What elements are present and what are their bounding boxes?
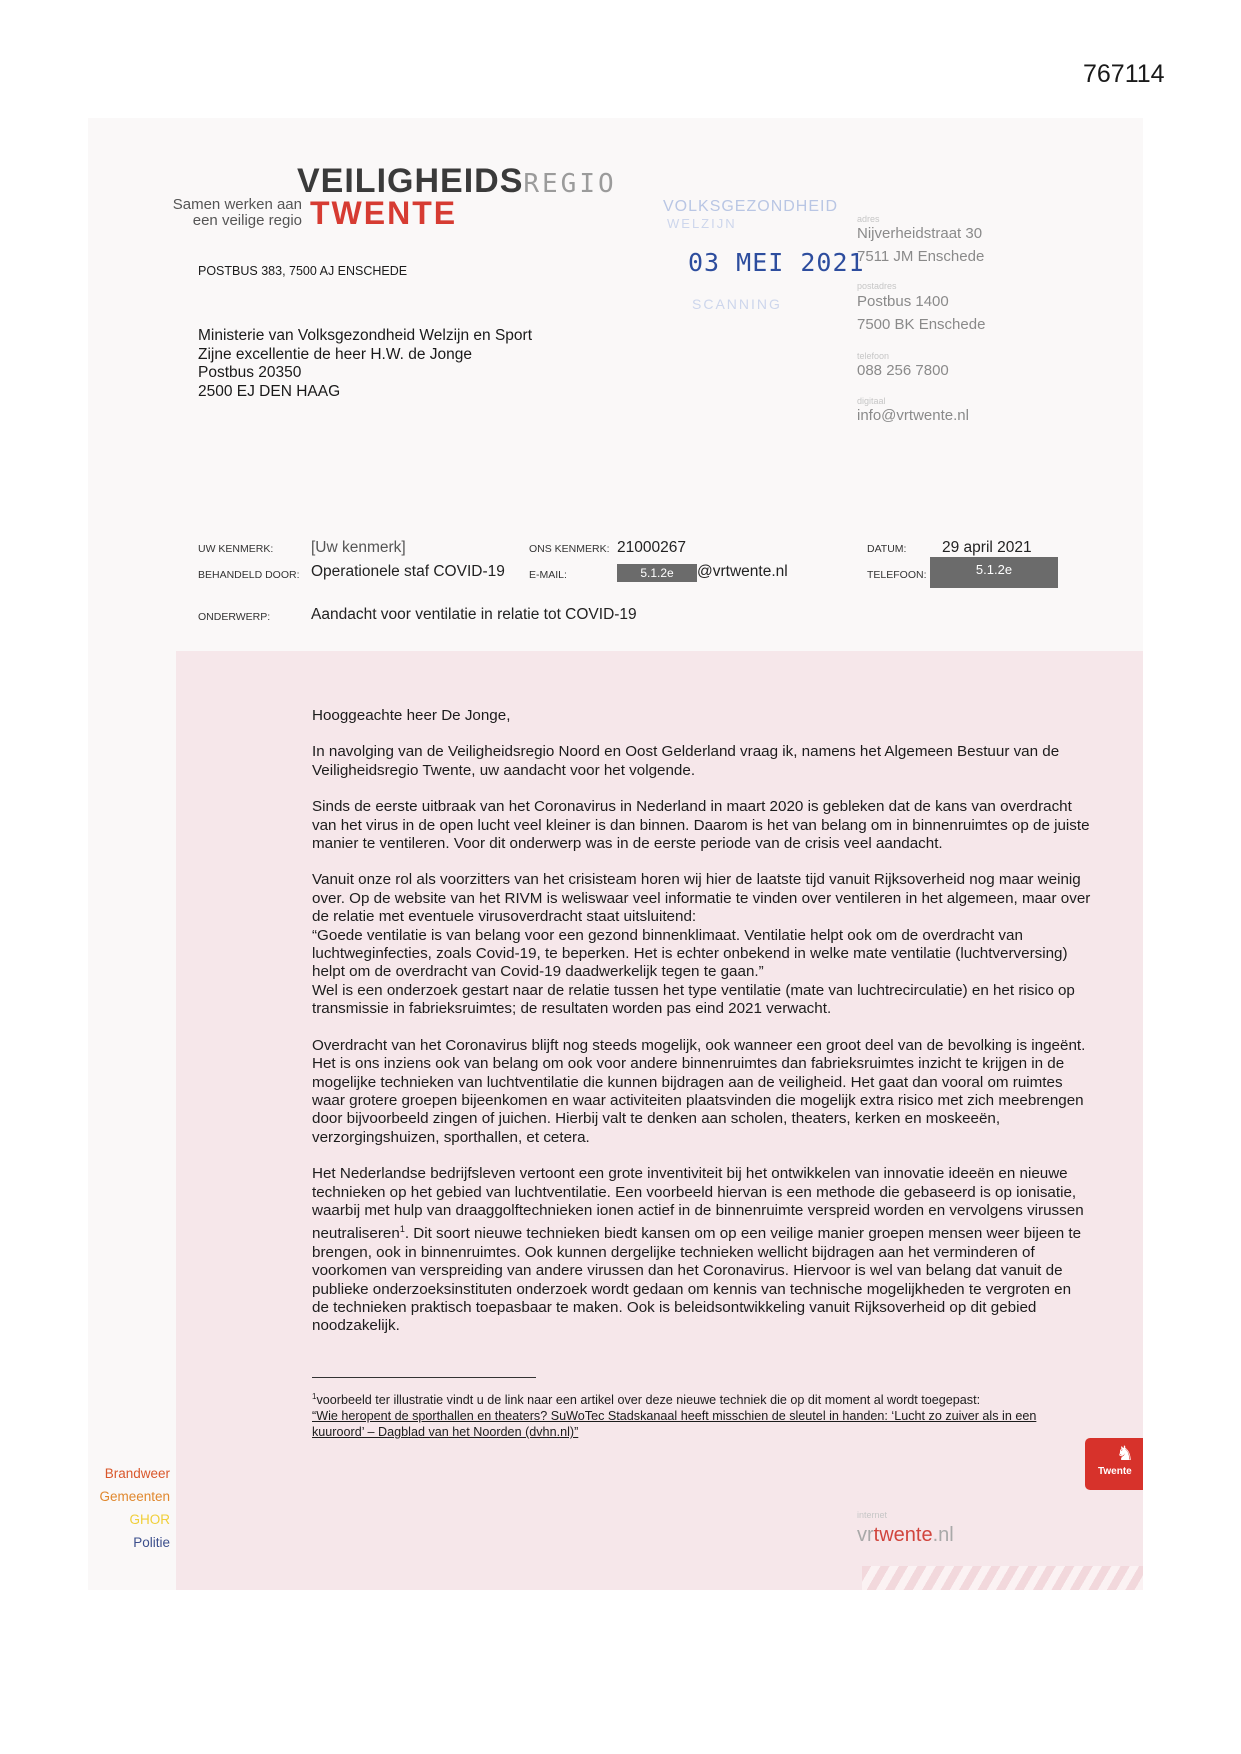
footnote [312,1389,1092,1440]
adres-line-2: 7511 JM Enschede [857,248,985,265]
partner-ghor: GHOR [129,1512,170,1527]
email-redaction: 5.1.2e [617,564,697,582]
paragraph-4: Overdracht van het Coronavirus blijft nog steeds mogelijk, ook wanneer een groot deel van de bevolking is ingeënt. Het is ons inziens ook van belang om ook voor andere binnenruimtes dan fabrieksruimtes inzicht te krijgen in de mogelijke technieken van luchtventilatie die kunnen bijdragen aan de veiligheid. Het gaat dan vooral om ruimtes waar grotere groepen bijeenkomen en waar activiteiten plaatsvinden die mogelijk extra risico met zich meebrengen door bijvoorbeeld zingen of juichen. Hierbij valt te denken aan scholen, theaters, kerken en moskeeën, verzorgingshuizen, sporthallen, et cetera. [312,1036,1086,1146]
addressee-line-4: 2500 EJ DEN HAAG [198,382,341,400]
paragraph-3: Vanuit onze rol als voorzitters van het crisisteam horen wij hier de laatste tijd vanuit Rijksoverheid nog maar weinig over. Op de website van het RIVM is weliswaar veel informatie te vinden over ventileren in het algemeen, maar over de relatie met eventuele virusoverdracht staat uitsluitend: [312,871,1091,926]
sender-postbus: POSTBUS 383, 7500 AJ ENSCHEDE [198,264,408,278]
footnote-marker: 1 [312,1392,317,1401]
ons-kenmerk-value: 21000267 [617,539,686,556]
document-number: 767114 [1083,60,1165,88]
email-label: E-MAIL: [529,569,567,581]
site-part-vr: vr [857,1524,874,1546]
adres-line-1: Nijverheidstraat 30 [857,225,983,242]
adres-label: adres [857,214,880,224]
paragraph-5-part-b: . Dit soort nieuwe technieken biedt kansen om op een veilige manier groepen mensen weer bijeen te brengen, ook in binnenruimtes. Ook kunnen dergelijke technieken wellicht bijdragen aan het verminderen of voorkomen van verspreiding van andere virussen dan het Coronavirus. Hiervoor is wel van belang dat vanuit de publieke onderzoeksinstituten onderzoek wordt gedaan om kennis van technische mogelijkheden te vergroten en de technieken praktisch toepasbaar te maken. Ook is beleidsontwikkeling vanuit Rijksoverheid op dit gebied noodzakelijk. [312,1225,1082,1335]
stamp-date: 03 MEI 2021 [688,248,865,277]
site-part-twente: twente [873,1524,933,1546]
twente-badge-label: Twente [1098,1466,1132,1477]
digitaal-label: digitaal [857,396,886,406]
paragraph-2: Sinds de eerste uitbraak van het Coronavirus in Nederland in maart 2020 is gebleken dat de kans van overdracht van het virus in de open lucht veel kleiner is dan binnen. Daarom is het van belang om in binnenruimtes op de juiste manier te ventileren. Voor dit onderwerp was in de eerste periode van de crisis veel aandacht. [312,798,1090,853]
logo-word-regio: REGIO [523,169,617,199]
letter-body [312,707,1092,1354]
paragraph-5 [312,1165,1092,1336]
tagline-line-2: een veilige regio [192,212,302,229]
postadres-line-1: Postbus 1400 [857,293,949,310]
postadres-label: postadres [857,281,897,291]
website-link[interactable] [857,1524,954,1547]
datum-label: DATUM: [867,543,907,555]
tagline-line-1: Samen werken aan [172,196,302,213]
postadres-line-2: 7500 BK Enschede [857,316,986,333]
behandeld-door-value: Operationele staf COVID-19 [311,563,505,580]
site-part-nl: .nl [932,1524,954,1546]
paragraph-1: In navolging van de Veiligheidsregio Noord en Oost Gelderland vraag ik, namens het Algemeen Bestuur van de Veiligheidsregio Twente, uw aandacht voor het volgende. [312,743,1060,779]
email-domain: @vrtwente.nl [697,563,788,580]
onderwerp-label: ONDERWERP: [198,611,271,623]
datum-value: 29 april 2021 [942,539,1032,556]
telefoon-redaction: 5.1.2e [930,557,1058,588]
footer-stripes [862,1566,1143,1590]
internet-label: internet [857,1510,888,1520]
partner-brandweer: Brandweer [104,1466,170,1481]
logo-word-twente: TWENTE [310,195,458,231]
ons-kenmerk-label: ONS KENMERK: [529,543,610,555]
paragraph-5-part-a: Het Nederlandse bedrijfsleven vertoont een grote inventiviteit bij het ontwikkelen van innovatie ideeën en nieuwe technieken op het gebied van luchtventilatie. Een voorbeeld hiervan is een methode die gebaseerd is op ionisatie, waarbij met hulp van draaggolftechnieken ionen actief in de binnenruimte verspreid worden en vervolgens virussen neutraliseren [312,1165,1084,1243]
uw-kenmerk-value: [Uw kenmerk] [311,539,406,556]
footnote-divider [312,1377,536,1378]
twente-horse-icon: ♞ [1116,1443,1134,1465]
addressee-line-3: Postbus 20350 [198,364,302,381]
partner-list [80,1462,170,1554]
footnote-reference: 1 [399,1224,405,1235]
postadres-block [857,290,985,336]
uw-kenmerk-label: UW KENMERK: [198,543,274,555]
telefoon-value: 088 256 7800 [857,362,949,379]
onderwerp-value: Aandacht voor ventilatie in relatie tot COVID-19 [311,606,637,623]
twente-badge [1085,1438,1143,1490]
telefoon-label: telefoon [857,351,890,361]
footnote-article-link[interactable]: “Wie heropent de sporthallen en theaters? SuWoTec Stadskanaal heeft misschien de sleutel in handen: ‘Lucht zo zuiver als in een kuuroord’ – Dagblad van het Noorden (dvhn.nl)” [312,1409,1037,1440]
addressee-line-2: Zijne excellentie de heer H.W. de Jonge [198,345,472,363]
adres-block [857,222,984,268]
paragraph-3-end: Wel is een onderzoek gestart naar de relatie tussen het type ventilatie (mate van luchtrecirculatie) en het risico op transmissie in fabrieksruimtes; de resultaten worden pas eind 2021 verwacht. [312,981,1075,1018]
addressee-block [198,327,618,401]
partner-politie: Politie [133,1535,170,1550]
email-link[interactable]: info@vrtwente.nl [857,407,969,424]
rivm-quote: “Goede ventilatie is van belang voor een gezond binnenklimaat. Ventilatie helpt ook om de overdracht van luchtweginfecties, zoals Covid-19, te beperken. Het is echter onbekend in welke mate ventilatie (luchtverversing) helpt om de overdracht van Covid-19 daadwerkelijk tegen te gaan.” [312,926,1068,981]
logo-tagline [170,197,302,229]
partner-gemeenten: Gemeenten [99,1489,170,1504]
stamp-line-2: WELZIJN [667,216,737,231]
stamp-line-1: VOLKSGEZONDHEID [663,198,839,215]
behandeld-door-label: BEHANDELD DOOR: [198,569,300,581]
telefoon-meta-label: TELEFOON: [867,569,927,581]
footnote-text: voorbeeld ter illustratie vindt u de link naar een artikel over deze nieuwe techniek die op dit moment al wordt toegepast: [316,1393,981,1408]
addressee-line-1: Ministerie van Volksgezondheid Welzijn en Sport [198,327,533,344]
logo-word-veiligheids: VEILIGHEIDS [297,162,524,200]
salutation: Hooggeachte heer De Jonge, [312,707,511,724]
stamp-line-3: SCANNING [692,296,782,312]
